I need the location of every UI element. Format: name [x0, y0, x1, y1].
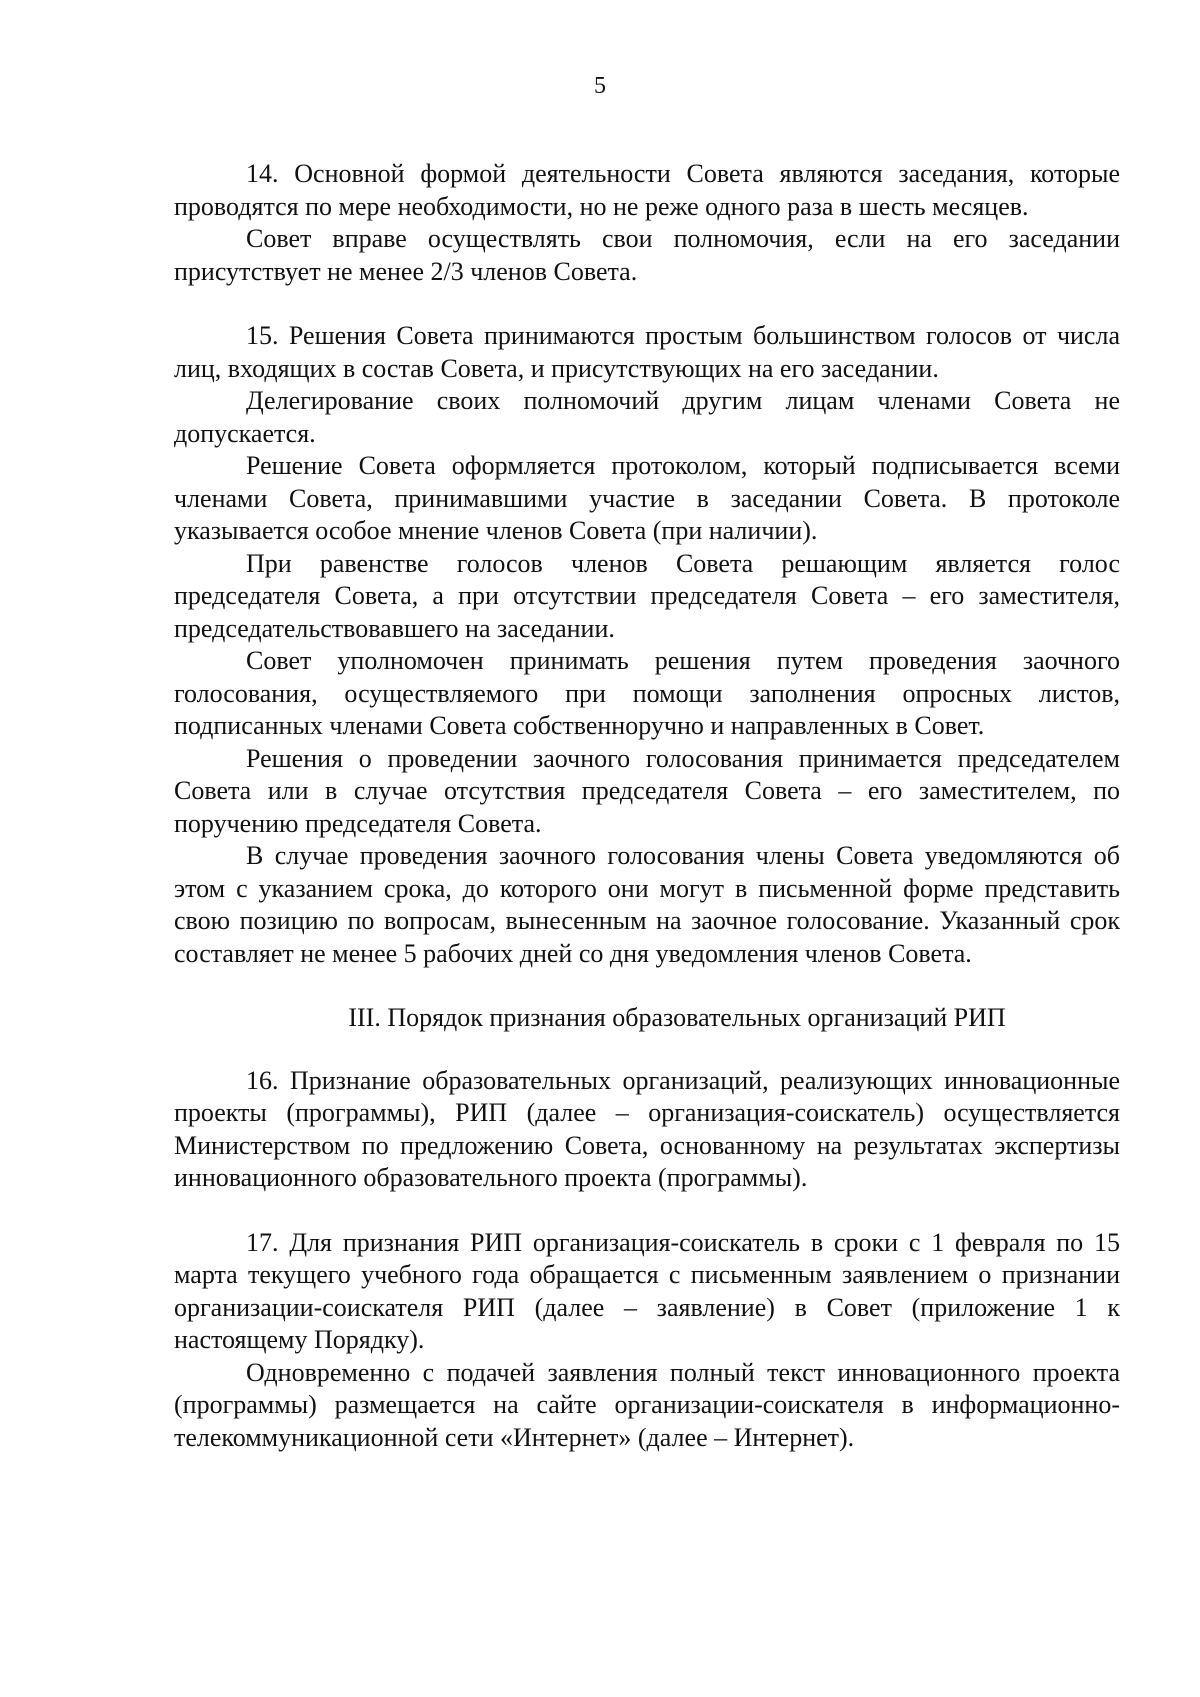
paragraph-17: 17. Для признания РИП организация-соискатель в сроки с 1 февраля по 15 марта текущего учебного года обращается с письменным заявлением о признании организации-соискателя РИП (далее – заявление) в Совет (приложение 1 к настоящему Порядку).	[174, 1227, 1120, 1354]
paragraph-15-absentee-vote: Совет уполномочен принимать решения путем проведения заочного голосования, осуществляемого при помощи заполнения опросных листов, подписанных членами Совета собственноручно и направленных в Совет.	[174, 646, 1120, 740]
paragraph-15: 15. Решения Совета принимаются простым большинством голосов от числа лиц, входящих в состав Совета, и присутствующих на его заседании.	[174, 321, 1120, 383]
paragraph-14-quorum: Совет вправе осуществлять свои полномочия, если на его заседании присутствует не менее 2/3 членов Совета.	[174, 224, 1120, 286]
paragraph-17-publication: Одновременно с подачей заявления полный текст инновационного проекта (программы) размещается на сайте организации-соискателя в информационно-телекоммуникационной сети «Интернет» (далее – Интернет).	[174, 1357, 1120, 1452]
document-body	[174, 158, 1120, 1454]
paragraph-16: 16. Признание образовательных организаций, реализующих инновационные проекты (программы), РИП (далее – организация-соискатель) осуществляется Министерством по предложению Совета, основанному на результатах экспертизы инновационного образовательного проекта (программы).	[174, 1065, 1120, 1192]
paragraph-15-delegation: Делегирование своих полномочий другим лицам членами Совета не допускается.	[174, 386, 1120, 448]
paragraph-15-absentee-decision: Решения о проведении заочного голосования принимается председателем Совета или в случае отсутствия председателя Совета – его заместителем, по поручению председателя Совета.	[174, 743, 1120, 838]
paragraph-15-tie-vote: При равенстве голосов членов Совета решающим является голос председателя Совета, а при отсутствии председателя Совета – его заместителя, председательствовавшего на заседании.	[174, 548, 1120, 643]
paragraph-14: 14. Основной формой деятельности Совета являются заседания, которые проводятся по мере необходимости, но не реже одного раза в шесть месяцев.	[174, 159, 1120, 221]
paragraph-15-notification: В случае проведения заочного голосования члены Совета уведомляются об этом с указанием срока, до которого они могут в письменной форме представить свою позицию по вопросам, вынесенным на заочное голосование. Указанный срок составляет не менее 5 рабочих дней со дня уведомления членов Совета.	[174, 841, 1120, 968]
section-heading: III. Порядок признания образовательных организаций РИП	[348, 1003, 1006, 1032]
page-number: 5	[594, 73, 606, 99]
paragraph-15-protocol: Решение Совета оформляется протоколом, который подписывается всеми членами Совета, принимавшими участие в заседании Совета. В протоколе указывается особое мнение членов Совета (при наличии).	[174, 451, 1120, 545]
